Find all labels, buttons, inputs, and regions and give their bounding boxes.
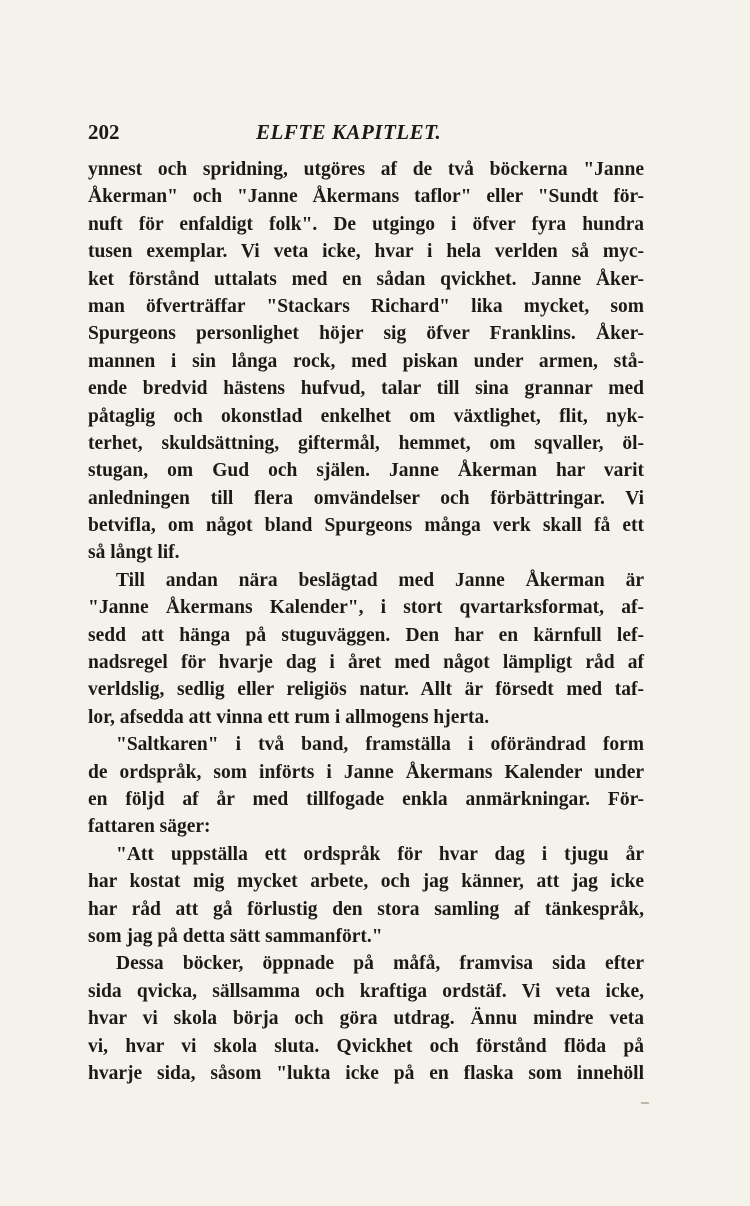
text-line: ende bredvid hästens hufvud, talar till sina grannar med xyxy=(88,378,644,400)
text-line: hvar vi skola börja och göra utdrag. Ännu mindre veta xyxy=(88,1008,644,1030)
running-head xyxy=(88,120,644,146)
text-line: tusen exemplar. Vi veta icke, hvar i hela verlden så myc- xyxy=(88,241,644,263)
text-line: nadsregel för hvarje dag i året med något lämpligt råd af xyxy=(88,652,644,674)
text-line: Till andan nära beslägtad med Janne Åkerman är xyxy=(116,569,644,591)
text-line: de ordspråk, som införts i Janne Åkermans Kalender under xyxy=(88,761,644,783)
text-line: så långt lif. xyxy=(88,542,180,564)
text-line: nuft för enfaldigt folk". De utgingo i öfver fyra hundra xyxy=(88,213,644,235)
text-line: har kostat mig mycket arbete, och jag känner, att jag icke xyxy=(88,871,644,893)
text-line: fattaren säger: xyxy=(88,816,211,838)
text-line: stugan, om Gud och själen. Janne Åkerman har varit xyxy=(88,460,644,482)
text-line: har råd att gå förlustig den stora samling af tänkespråk, xyxy=(88,898,644,920)
text-line: ynnest och spridning, utgöres af de två böckerna "Janne xyxy=(88,159,644,180)
text-line: "Att uppställa ett ordspråk för hvar dag i tjugu år xyxy=(116,843,644,865)
text-line: påtaglig och okonstlad enkelhet om växtlighet, flit, nyk- xyxy=(88,405,644,427)
text-line: mannen i sin långa rock, med piskan under armen, stå- xyxy=(88,350,644,372)
text-line: "Janne Åkermans Kalender", i stort qvartarksformat, af- xyxy=(88,597,644,619)
text-line: betvifla, om något bland Spurgeons många verk skall få ett xyxy=(88,515,644,537)
text-line: en följd af år med tillfogade enkla anmärkningar. För- xyxy=(88,788,644,810)
text-line: terhet, skuldsättning, giftermål, hemmet, om sqvaller, öl- xyxy=(88,432,644,454)
body-text xyxy=(88,156,644,1087)
margin-mark xyxy=(641,1102,649,1104)
text-line: som jag på detta sätt sammanfört." xyxy=(88,925,383,947)
text-line: sedd att hänga på stuguväggen. Den har en kärnfull lef- xyxy=(88,624,644,646)
text-line: man öfverträffar "Stackars Richard" lika mycket, som xyxy=(88,295,644,317)
text-line: lor, afsedda att vinna ett rum i allmogens hjerta. xyxy=(88,706,490,728)
text-line: anledningen till flera omvändelser och förbättringar. Vi xyxy=(88,487,644,509)
text-line: Spurgeons personlighet höjer sig öfver Franklins. Åker- xyxy=(88,323,644,345)
text-line: sida qvicka, sällsamma och kraftiga ordstäf. Vi veta icke, xyxy=(88,980,644,1002)
chapter-title: ELFTE KAPITLET. xyxy=(256,120,442,144)
text-line: verldslig, sedlig eller religiös natur. Allt är försedt med taf- xyxy=(88,679,644,701)
text-line: "Saltkaren" i två band, framställa i oförändrad form xyxy=(116,734,644,756)
page-number: 202 xyxy=(88,120,120,144)
text-line: Åkerman" och "Janne Åkermans taflor" eller "Sundt för- xyxy=(88,186,644,208)
text-line: vi, hvar vi skola sluta. Qvickhet och förstånd flöda på xyxy=(88,1035,644,1057)
text-line: hvarje sida, såsom "lukta icke på en flaska som innehöll xyxy=(88,1062,644,1084)
text-line: ket förstånd uttalats med en sådan qvickhet. Janne Åker- xyxy=(88,268,644,290)
text-line: Dessa böcker, öppnade på måfå, framvisa sida efter xyxy=(116,953,644,975)
